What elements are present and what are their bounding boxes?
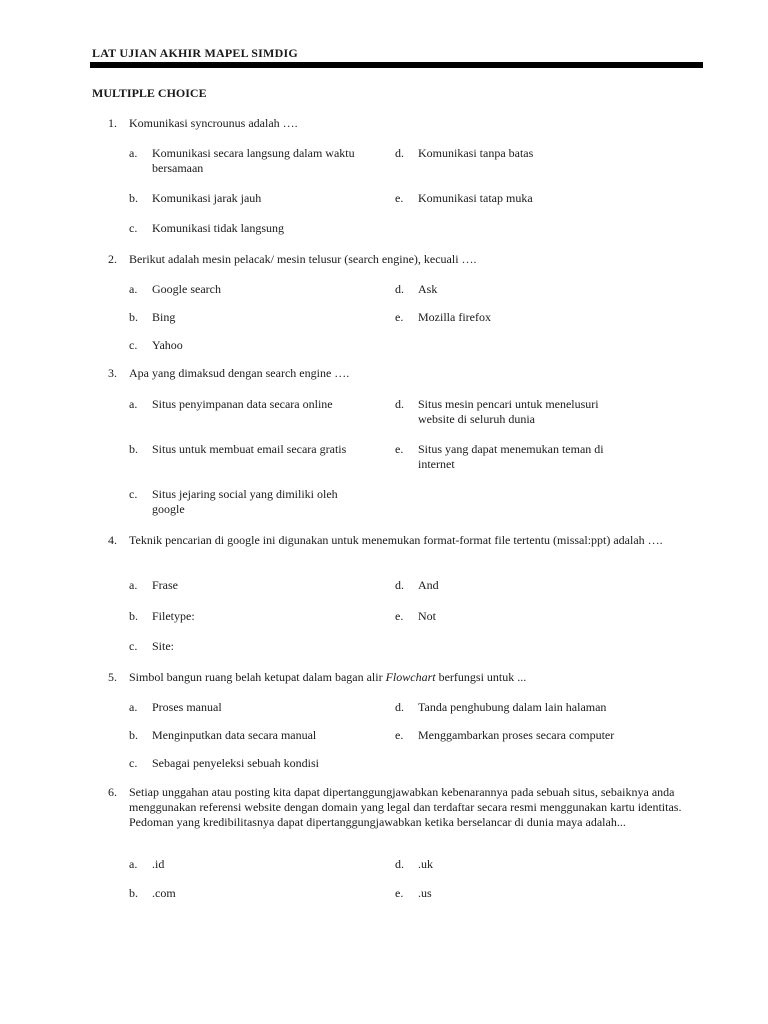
option-text: Google search: [152, 282, 221, 296]
question-text: Setiap unggahan atau posting kita dapat dipertanggungjawabkan kebenarannya pada sebuah situs, sebaiknya anda menggunakan referensi website dengan domain yang legal dan terdaftar secara resmi menggunakan kartu identitas. Pedoman yang kredibilitasnya dapat dipertanggungjawabkan ketika berselancar di dunia maya adalah...: [129, 785, 682, 829]
option-letter: c.: [129, 338, 138, 352]
question-text: Berikut adalah mesin pelacak/ mesin telusur (search engine), kecuali ….: [129, 252, 477, 266]
option-text: .id: [152, 857, 165, 871]
option-letter: a.: [129, 857, 138, 871]
option-letter: c.: [129, 639, 138, 653]
question-number: 4.: [108, 533, 117, 547]
option-letter: d.: [395, 857, 404, 871]
option-text: Not: [418, 609, 436, 623]
question-text: Apa yang dimaksud dengan search engine ….: [129, 366, 350, 380]
option-text: Site:: [152, 639, 175, 653]
question-number: 2.: [108, 252, 117, 266]
option-letter: e.: [395, 191, 404, 205]
option-text: Situs mesin pencari untuk menelusuri website di seluruh dunia: [418, 397, 599, 426]
option-text: Situs penyimpanan data secara online: [152, 397, 333, 411]
option-text: Menginputkan data secara manual: [152, 728, 317, 742]
option-text: Situs yang dapat menemukan teman di internet: [418, 442, 604, 471]
option-letter: c.: [129, 221, 138, 235]
option-text: .com: [152, 886, 176, 900]
option-text: Komunikasi tatap muka: [418, 191, 533, 205]
question-number: 6.: [108, 785, 117, 799]
option-letter: d.: [395, 578, 404, 592]
option-letter: e.: [395, 310, 404, 324]
option-text: Frase: [152, 578, 178, 592]
option-text: Komunikasi tidak langsung: [152, 221, 284, 235]
question-number: 1.: [108, 116, 117, 130]
question-text-part: Simbol bangun ruang belah ketupat dalam bagan alir: [129, 670, 386, 684]
option-text: Komunikasi tanpa batas: [418, 146, 534, 160]
option-letter: b.: [129, 442, 138, 456]
option-letter: d.: [395, 146, 404, 160]
option-letter: c.: [129, 756, 138, 770]
section-title: MULTIPLE CHOICE: [92, 86, 207, 100]
question-text-part: berfungsi untuk ...: [435, 670, 527, 684]
option-text: Proses manual: [152, 700, 222, 714]
page-header-title: LAT UJIAN AKHIR MAPEL SIMDIG: [92, 46, 298, 60]
option-text: Filetype:: [152, 609, 195, 623]
option-letter: a.: [129, 578, 138, 592]
question-text: Teknik pencarian di google ini digunakan untuk menemukan format-format file tertentu (missal:ppt) adalah ….: [129, 533, 663, 547]
option-text: .uk: [418, 857, 433, 871]
option-letter: d.: [395, 397, 404, 411]
option-text: Komunikasi secara langsung dalam waktu bersamaan: [152, 146, 355, 175]
question-text-emphasis: Flowchart: [385, 670, 436, 684]
option-text: Menggambarkan proses secara computer: [418, 728, 615, 742]
question-text: [129, 670, 684, 685]
question-text: Komunikasi syncrounus adalah ….: [129, 116, 298, 130]
option-text: Yahoo: [152, 338, 183, 352]
option-letter: a.: [129, 397, 138, 411]
header-rule: [90, 62, 703, 68]
option-text: And: [418, 578, 439, 592]
option-letter: b.: [129, 310, 138, 324]
option-letter: c.: [129, 487, 138, 501]
option-letter: b.: [129, 728, 138, 742]
option-text: Sebagai penyeleksi sebuah kondisi: [152, 756, 319, 770]
option-letter: e.: [395, 886, 404, 900]
question-number: 5.: [108, 670, 117, 684]
option-letter: e.: [395, 609, 404, 623]
option-letter: b.: [129, 886, 138, 900]
option-letter: a.: [129, 282, 138, 296]
option-letter: a.: [129, 700, 138, 714]
option-text: Komunikasi jarak jauh: [152, 191, 262, 205]
option-letter: d.: [395, 700, 404, 714]
option-letter: e.: [395, 728, 404, 742]
option-text: Tanda penghubung dalam lain halaman: [418, 700, 607, 714]
option-letter: e.: [395, 442, 404, 456]
option-text: Ask: [418, 282, 438, 296]
option-text: Mozilla firefox: [418, 310, 491, 324]
option-letter: b.: [129, 191, 138, 205]
option-text: .us: [418, 886, 432, 900]
option-letter: b.: [129, 609, 138, 623]
option-text: Situs untuk membuat email secara gratis: [152, 442, 347, 456]
question-number: 3.: [108, 366, 117, 380]
option-text: Situs jejaring social yang dimiliki oleh google: [152, 487, 338, 516]
option-letter: d.: [395, 282, 404, 296]
option-letter: a.: [129, 146, 138, 160]
option-text: Bing: [152, 310, 176, 324]
